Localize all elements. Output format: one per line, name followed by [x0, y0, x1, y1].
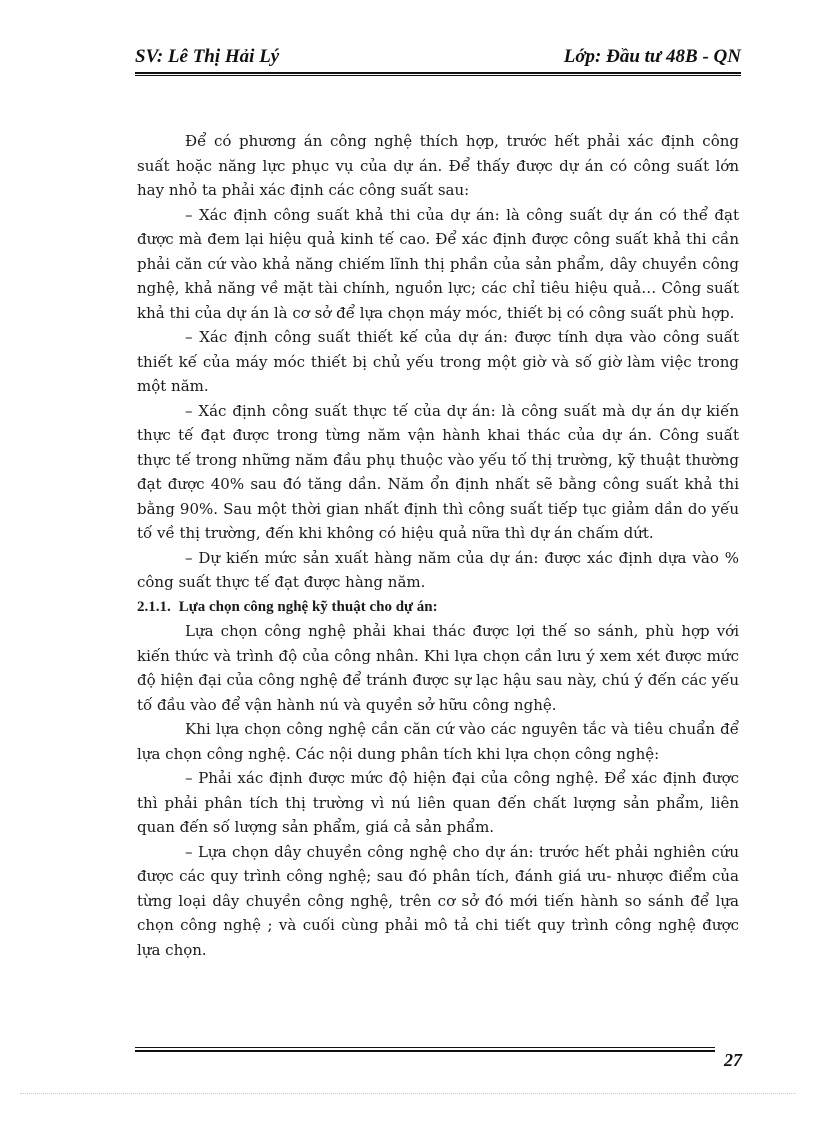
paragraph: – Dự kiến mức sản xuất hàng năm của dự án: được xác định dựa vào % công suất thực tế đạt được hàng năm.	[137, 548, 739, 591]
paragraph: Để có phương án công nghệ thích hợp, trước hết phải xác định công suất hoặc năng lực phục vụ của dự án. Để thấy được dự án có công suất lớn hay nhỏ ta phải xác định các công suất sau:	[137, 132, 739, 199]
paragraph: – Xác định công suất khả thi của dự án: là công suất dự án có thể đạt được mà đem lại hiệu quả kinh tế cao. Để xác định được công suất khả thi cần phải căn cứ vào khả năng chiếm lĩnh thị phần của sản phẩm, dây chuyền công nghệ, khả năng về mặt tài chính, nguồn lực; các chỉ tiêu hiệu quả… Công suất khả thi của dự án là cơ sở để lựa chọn máy móc, thiết bị có công suất phù hợp.	[137, 205, 739, 322]
footer-rule-thick	[135, 1050, 715, 1052]
page-number: 27	[724, 1050, 742, 1070]
class-name: Lớp: Đầu tư 48B - QN	[563, 46, 741, 67]
paragraph: – Xác định công suất thực tế của dự án: là công suất mà dự án dự kiến thực tế đạt được trong từng năm vận hành khai thác của dự án. Công suất thực tế trong những năm đầu phụ thuộc vào yếu tố thị trường, kỹ thuật thường đạt được 40% sau đó tăng dần. Năm ổn định nhất sẽ bằng công suất khả thi bằng 90%. Sau một thời gian nhất định thì công suất tiếp tục giảm dần do yếu tố về thị trường, đến khi không có hiệu quả nữa thì dự án chấm dứt.	[137, 401, 739, 542]
student-name: SV: Lê Thị Hải Lý	[135, 46, 280, 67]
section-heading	[137, 595, 739, 620]
section-number: 2.1.1.	[137, 598, 171, 615]
page-boundary-line	[20, 1093, 796, 1094]
page-header	[135, 46, 741, 68]
footer-rule	[135, 1047, 715, 1048]
paragraph: Lựa chọn công nghệ phải khai thác được lợi thế so sánh, phù hợp với kiến thức và trình độ của công nhân. Khi lựa chọn cần lưu ý xem xét được mức độ hiện đại của công nghệ để tránh được sự lạc hậu sau này, chú ý đến các yếu tố đầu vào để vận hành nú và quyền sở hữu công nghệ.	[137, 622, 739, 714]
paragraph: – Lựa chọn dây chuyền công nghệ cho dự án: trước hết phải nghiên cứu được các quy trình công nghệ; sau đó phân tích, đánh giá ưu- nhược điểm của từng loại dây chuyền công nghệ, trên cơ sở đó mới tiến hành so sánh để lựa chọn công nghệ ; và cuối cùng phải mô tả chi tiết quy trình công nghệ được lựa chọn.	[137, 842, 739, 959]
paragraph: – Phải xác định được mức độ hiện đại của công nghệ. Để xác định được thì phải phân tích thị trường vì nú liên quan đến chất lượng sản phẩm, liên quan đến số lượng sản phẩm, giá cả sản phẩm.	[137, 769, 739, 836]
paragraph: – Xác định công suất thiết kế của dự án: được tính dựa vào công suất thiết kế của máy móc thiết bị chủ yếu trong một giờ và số giờ làm việc trong một năm.	[137, 328, 739, 395]
header-rule-thin	[135, 75, 741, 76]
paragraph: Khi lựa chọn công nghệ cần căn cứ vào các nguyên tắc và tiêu chuẩn để lựa chọn công nghệ. Các nội dung phân tích khi lựa chọn công nghệ:	[137, 720, 739, 763]
section-title: Lựa chọn công nghệ kỹ thuật cho dự án:	[178, 598, 438, 615]
document-body	[137, 129, 739, 962]
header-rule	[135, 72, 741, 74]
